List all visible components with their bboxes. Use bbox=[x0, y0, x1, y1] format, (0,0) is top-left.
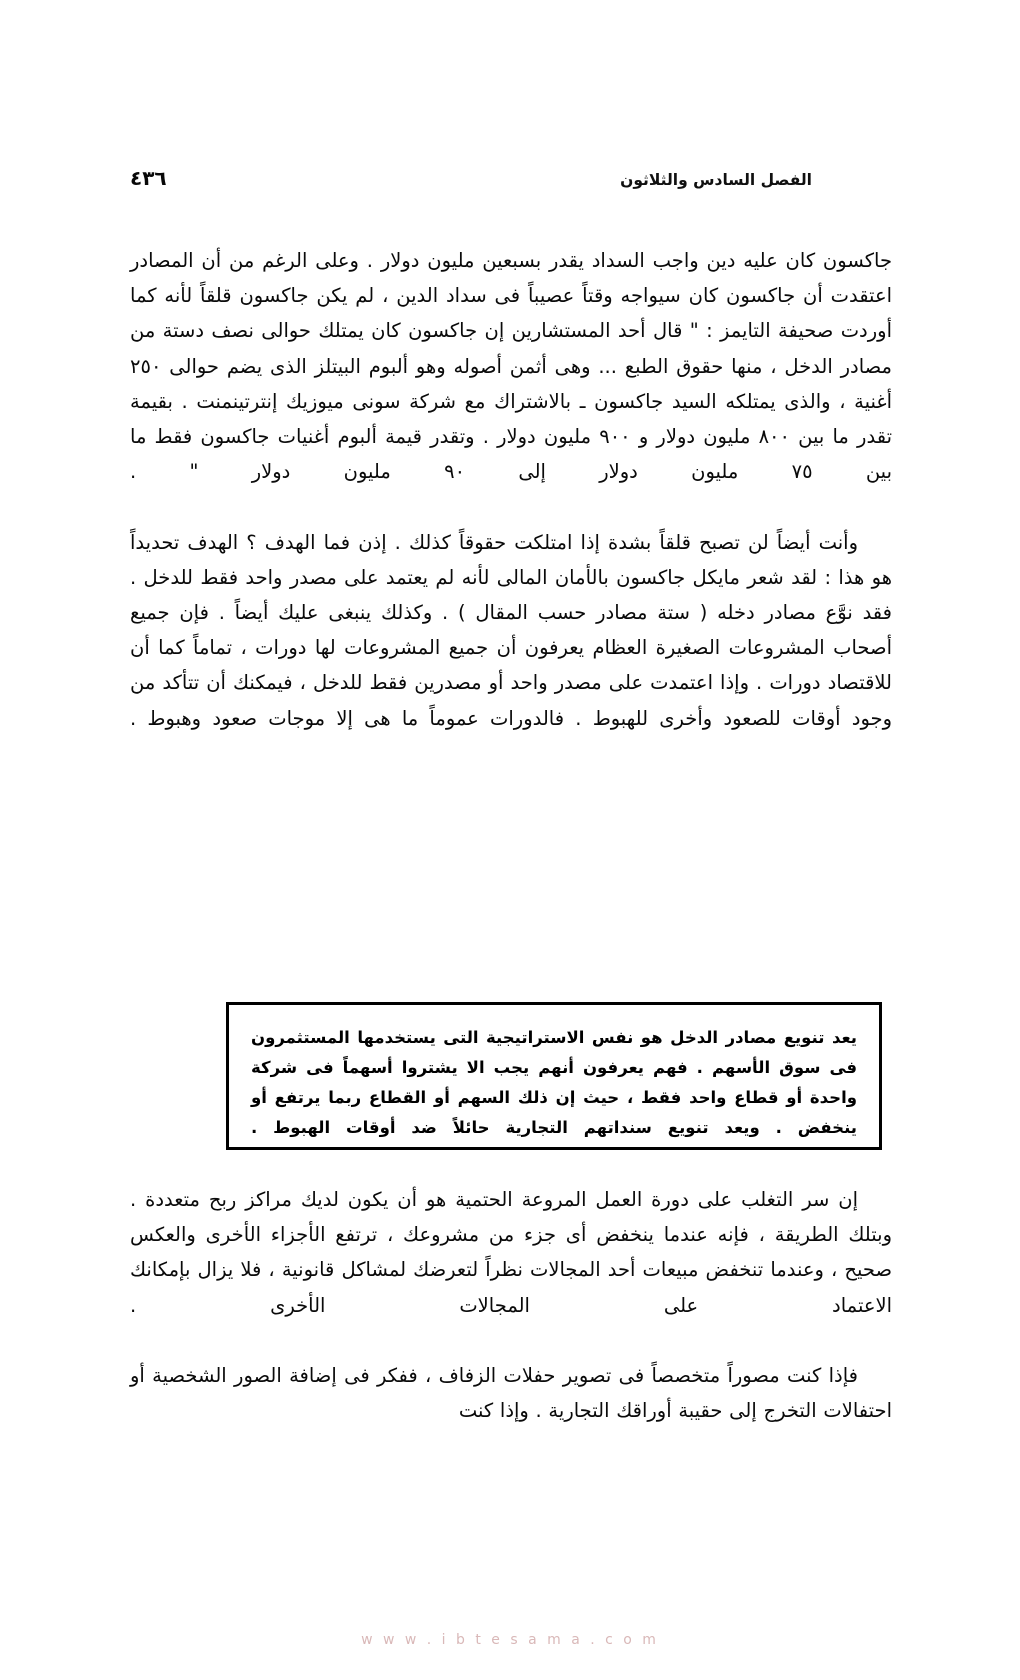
callout-box-inner bbox=[229, 1005, 879, 1187]
body-paragraph: جاكسون كان عليه دين واجب السداد يقدر بسبعين مليون دولار . وعلى الرغم من أن المصادر اعتقدت أن جاكسون كان سيواجه وقتاً عصيباً فى سداد الدين ، لم يكن جاكسون قلقاً لأنه كما أوردت صحيفة التايمز : " قال أحد المستشارين إن جاكسون كان يمتلك حوالى نصف دستة من مصادر الدخل ، منها حقوق الطبع ... وهى أثمن أصوله وهو ألبوم البيتلز الذى يضم حوالى ٢٥٠ أغنية ، والذى يمتلكه السيد جاكسون ـ بالاشتراك مع شركة سونى ميوزيك إنترتينمنت . بقيمة تقدر ما بين ٨٠٠ مليون دولار و ٩٠٠ مليون دولار . وتقدر قيمة ألبوم أغنيات جاكسون فقط ما بين ٧٥ مليون دولار إلى ٩٠ مليون دولار " . bbox=[130, 249, 892, 484]
chapter-title: الفصل السادس والثلاثون bbox=[620, 171, 812, 189]
body-text-column-lower bbox=[130, 1182, 892, 1428]
page-folio-number: ٤٣٦ bbox=[130, 166, 167, 190]
running-head bbox=[130, 168, 890, 194]
body-paragraph: وأنت أيضاً لن تصبح قلقاً بشدة إذا امتلكت حقوقاً كذلك . إذن فما الهدف ؟ الهدف تحديداً هو هذا : لقد شعر مايكل جاكسون بالأمان المالى لأنه لم يعتمد على مصدر واحد فقط للدخل . فقد نوَّع مصادر دخله ( ستة مصادر حسب المقال ) . وكذلك ينبغى عليك أيضاً . فإن جميع أصحاب المشروعات الصغيرة العظام يعرفون أن جميع المشروعات لها دورات ، تماماً كما أن للاقتصاد دورات . وإذا اعتمدت على مصدر واحد أو مصدرين فقط للدخل ، فيمكنك أن تتأكد من وجود أوقات للصعود وأخرى للهبوط . فالدورات عموماً ما هى إلا موجات صعود وهبوط . bbox=[130, 530, 892, 730]
scan-watermark: w w w . i b t e s a m a . c o m bbox=[361, 1632, 659, 1648]
body-paragraph: إن سر التغلب على دورة العمل المروعة الحتمية هو أن يكون لديك مراكز ربح متعددة . وبتلك الطريقة ، فإنه عندما ينخفض أى جزء من مشروعك ، ترتفع الأجزاء الأخرى والعكس صحيح ، وعندما تنخفض مبيعات أحد المجالات نظراً لتعرضك لمشاكل قانونية ، فلا يزال بإمكانك الاعتماد على المجالات الأخرى . bbox=[130, 1188, 892, 1317]
callout-box bbox=[226, 1002, 882, 1150]
body-text-column-upper bbox=[130, 243, 892, 771]
body-paragraph: فإذا كنت مصوراً متخصصاً فى تصوير حفلات الزفاف ، ففكر فى إضافة الصور الشخصية أو احتفالات التخرج إلى حقيبة أوراقك التجارية . وإذا كنت bbox=[130, 1364, 892, 1423]
callout-text: يعد تنويع مصادر الدخل هو نفس الاستراتيجية التى يستخدمها المستثمرون فى سوق الأسهم . فهم يعرفون أنهم يجب الا يشتروا أسهماً فى شركة واحدة أو قطاع واحد فقط ، حيث إن ذلك السهم أو القطاع ربما يرتفع أو ينخفض . ويعد تنويع سنداتهم التجارية حائلاً ضد أوقات الهبوط . bbox=[251, 1028, 857, 1137]
